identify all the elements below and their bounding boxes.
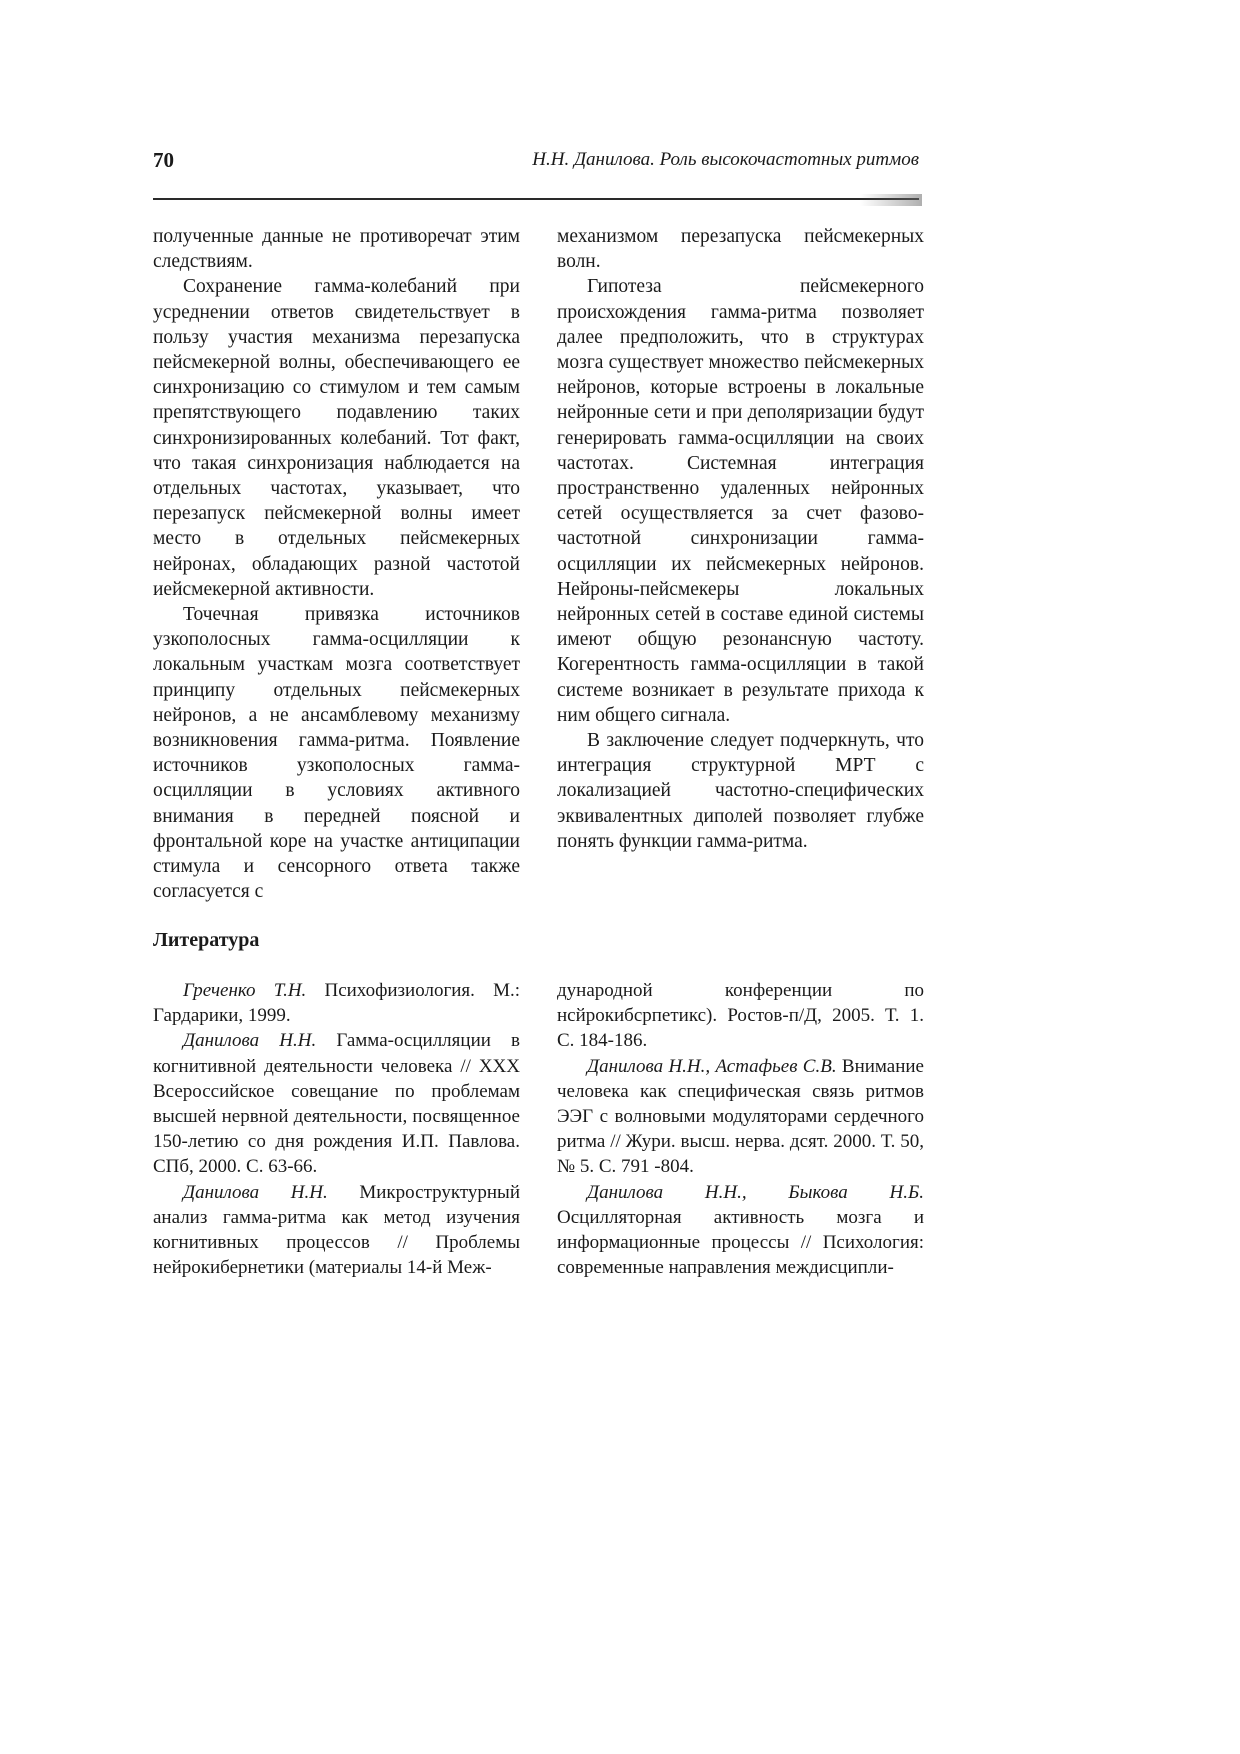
reference-item [153,978,520,1028]
reference-author: Данилова Н.Н., Астафьев С.В. [587,1055,837,1077]
references-right-column [557,978,924,1280]
reference-text: Внимание человека как специфическая связь ритмов ЭЭГ с волновыми модуляторами сердечного ритма // Жури. высш. нерва. дсят. 2000. Т. 50, № 5. С. 791 -804. [557,1055,924,1178]
paragraph: полученные данные не противоречат этим следствиям. [153,226,520,273]
reference-author: Данилова Н.Н. [183,1181,328,1203]
reference-author: Греченко Т.Н. [183,980,307,1001]
paragraph: механизмом перезапуска пейсмекерных волн. [557,226,924,273]
paragraph: Гипотеза пейсмекерного происхождения гамма-ритма позволяет далее предположить, что в структурах мозга существует множество пейсмекерных нейронов, которые встроены в локальные нейронные сети и при деполяризации будут генерировать гамма-осцилляции на своих частотах. Системная интеграция пространственно удаленных нейронных сетей осуществляется за счет фазово-частотной синхронизации гамма-осцилляции их пейсмекерных нейронов. Нейроны-пейсмекеры локальных нейронных сетей в составе единой системы имеют общую резонансную частоту. Когерентность гамма-осцилляции в такой системе возникает в результате прихода к ним общего сигнала. [557,276,924,726]
literature-heading: Литература [153,929,260,951]
reference-item [153,1180,520,1281]
reference-text: Гамма-осцилляции в когнитивной деятельности человека // XXX Всероссийское совещание по проблемам высшей нервной деятельности, посвященное 150-летию со дня рождения И.П. Павлова. СПб, 2000. С. 63-66. [153,1030,520,1178]
paragraph: Сохранение гамма-колебаний при усреднении ответов свидетельствует в пользу участия механизма перезапуска пейсмекерной волны, обеспечивающего ее синхронизацию со стимулом и тем самым препятствующего подавлению таких синхронизированных колебаний. Тот факт, что такая синхронизация наблюдается на отдельных частотах, указывает, что перезапуск пейсмекерной волны имеет место в отдельных пейсмекерных нейронах, обладающих разной частотой иейсмекерной активности. [153,276,520,600]
reference-text: Микроструктурный анализ гамма-ритма как метод изучения когнитивных процессов // Проблемы нейрокибернетики (материалы 14-й Меж- [153,1181,520,1279]
reference-continuation: дународной конференции по нсйрокибсрпетикс). Ростов-п/Д, 2005. Т. 1. С. 184-186. [557,980,924,1052]
references-left-column [153,978,520,1280]
left-text-column [153,224,520,904]
reference-text: Психофизиология. М.: Гардарики, 1999. [153,980,521,1027]
page-header [153,146,919,182]
reference-author: Данилова Н.Н., Быкова Н.Б. [587,1181,924,1203]
reference-item [557,1054,924,1180]
paragraph: Точечная привязка источников узкополосных гамма-осцилляции к локальным участкам мозга соответствует принципу отдельных пейсмекерных нейронов, а не ансамблевому механизму возникновения гамма-ритма. Появление источников узкополосных гамма-осцилляции в условиях активного внимания в передней поясной и фронтальной коре на участке антиципации стимула и сенсорного ответа также согласуется с [153,604,520,903]
reference-author: Данилова Н.Н. [183,1030,317,1052]
running-title: Н.Н. Данилова. Роль высокочастотных ритмов [532,149,919,170]
header-rule [153,198,919,200]
page-number: 70 [153,148,174,172]
paragraph: В заключение следует подчеркнуть, что интеграция структурной МРТ с локализацией частотно-специфических эквивалентных диполей позволяет глубже понять функции гамма-ритма. [557,730,924,852]
reference-item [557,1180,924,1281]
reference-text: Осцилляторная активность мозга и информационные процессы // Психология: современные направления междисципли- [557,1206,924,1279]
reference-item [153,1028,520,1179]
right-text-column [557,224,924,854]
scan-shadow [860,194,922,206]
